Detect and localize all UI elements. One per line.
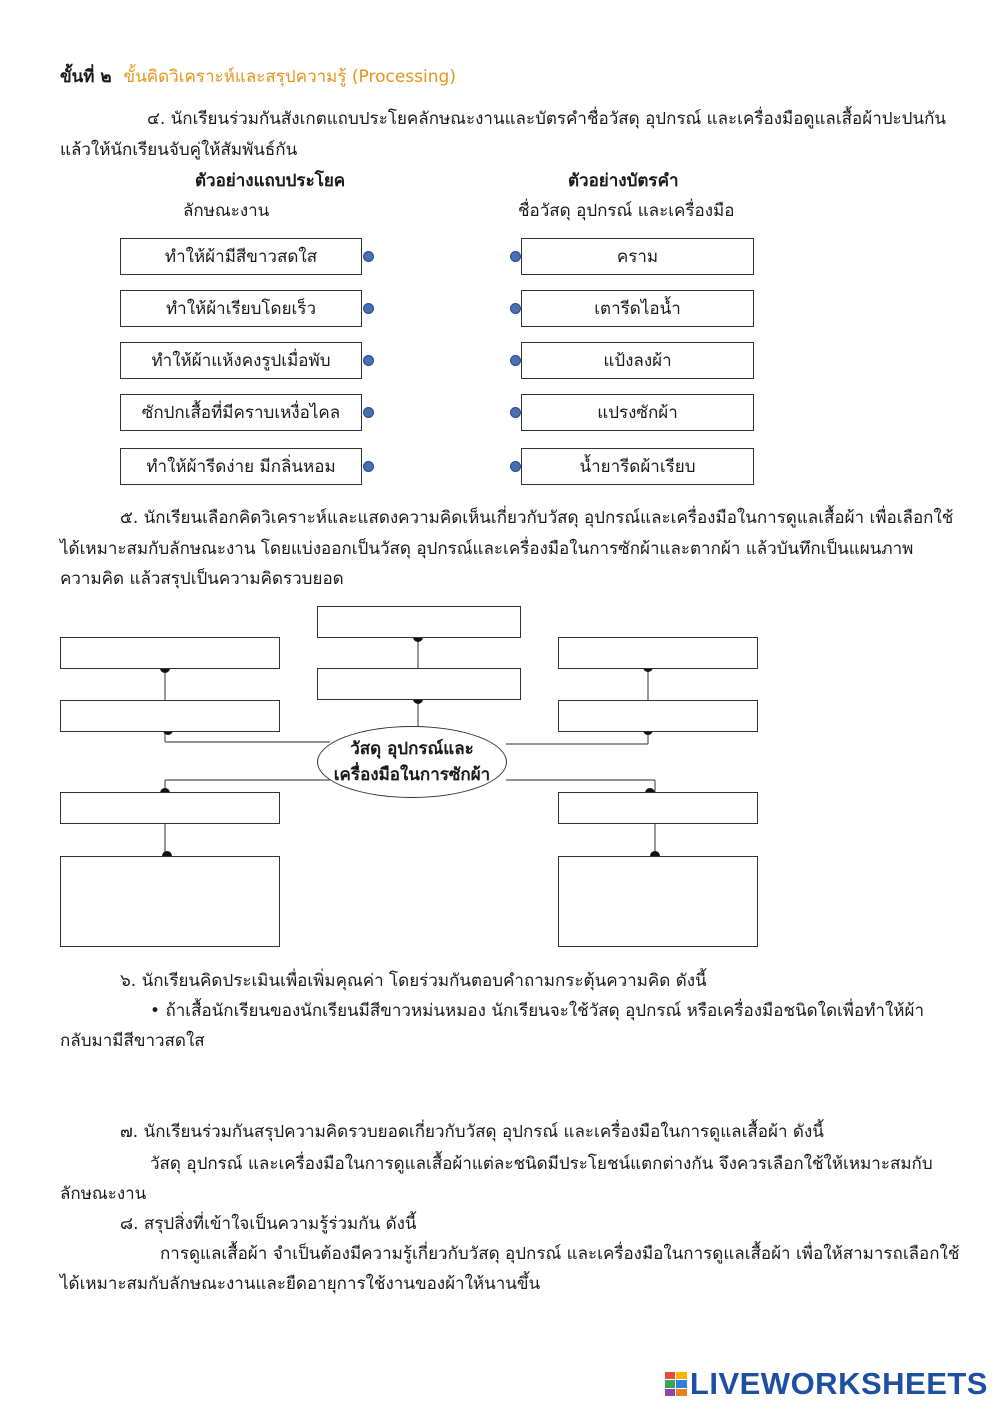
mindmap-box-upper-left-2[interactable] (60, 700, 280, 732)
sentence-strip-1: ทำให้ผ้ามีสีขาวสดใส (120, 238, 362, 275)
mindmap-box-upper-left-1[interactable] (60, 637, 280, 669)
sentence-strip-2: ทำให้ผ้าเรียบโดยเร็ว (120, 290, 362, 327)
sentence-strip-5: ทำให้ผ้ารีดง่าย มีกลิ่นหอม (120, 448, 362, 485)
mindmap-box-lower-right-1[interactable] (558, 792, 758, 824)
step5-line1: ๕. นักเรียนเลือกคิดวิเคราะห์และแสดงความคิดเห็นเกี่ยวกับวัสดุ อุปกรณ์และเครื่องมือในการดูแลเสื้อผ้า เพื่อเลือกใช้ (120, 508, 954, 528)
step6-bullet-line1: ถ้าเสื้อนักเรียนของนักเรียนมีสีขาวหม่นหมอง นักเรียนจะใช้วัสดุ อุปกรณ์ หรือเครื่องมือชนิดใดเพื่อทำให้ผ้า (165, 1001, 924, 1021)
mindmap-box-upper-right-2[interactable] (558, 700, 758, 732)
mindmap-box-upper-right-1[interactable] (558, 637, 758, 669)
word-card-4: แปรงซักผ้า (521, 394, 754, 431)
step6-bullet (150, 996, 924, 1026)
bullet-icon: • (150, 1001, 161, 1021)
right-column-subheading: ชื่อวัสดุ อุปกรณ์ และเครื่องมือ (518, 201, 735, 221)
liveworksheets-logo (665, 1366, 988, 1402)
right-column-heading: ตัวอย่างบัตรคำ (568, 171, 679, 191)
mindmap-box-top-1[interactable] (317, 606, 521, 638)
mindmap-center-line1: วัสดุ อุปกรณ์และ (350, 739, 474, 759)
step8-line3: ได้เหมาะสมกับลักษณะงานและยืดอายุการใช้งานของผ้าให้นานขึ้น (60, 1274, 541, 1294)
mindmap-box-lower-left-1[interactable] (60, 792, 280, 824)
step5-line3: ความคิด แล้วสรุปเป็นความคิดรวบยอด (60, 569, 344, 589)
step5-line2: ได้เหมาะสมกับลักษณะงาน โดยแบ่งออกเป็นวัสดุ อุปกรณ์และเครื่องมือในการซักผ้าและตากผ้า แล้วบันทึกเป็นแผนภาพ (60, 539, 914, 559)
mindmap-box-lower-right-2[interactable] (558, 856, 758, 947)
mindmap-box-top-2[interactable] (317, 668, 521, 700)
step7-line1: ๗. นักเรียนร่วมกันสรุปความคิดรวบยอดเกี่ยวกับวัสดุ อุปกรณ์ และเครื่องมือในการดูแลเสื้อผ้า ดังนี้ (120, 1122, 824, 1142)
step8-line2: การดูแลเสื้อผ้า จำเป็นต้องมีความรู้เกี่ยวกับวัสดุ อุปกรณ์ และเครื่องมือในการดูแลเสื้อผ้า เพื่อให้สามารถเลือกใช้ (160, 1244, 960, 1264)
sentence-strip-3: ทำให้ผ้าแห้งคงรูปเมื่อพับ (120, 342, 362, 379)
sentence-strip-4: ซักปกเสื้อที่มีคราบเหงื่อไคล (120, 394, 362, 431)
left-column-subheading: ลักษณะงาน (183, 201, 270, 221)
mindmap-center (317, 726, 507, 798)
word-card-2: เตารีดไอน้ำ (521, 290, 754, 327)
step7-line2: วัสดุ อุปกรณ์ และเครื่องมือในการดูแลเสื้อผ้าแต่ละชนิดมีประโยชน์แตกต่างกัน จึงควรเลือกใช้ให้เหมาะสมกับ (150, 1154, 933, 1174)
step4-line1: ๔. นักเรียนร่วมกันสังเกตแถบประโยคลักษณะงานและบัตรคำชื่อวัสดุ อุปกรณ์ และเครื่องมือดูแลเสื้อผ้าปะปนกัน (147, 109, 946, 129)
step7-line3: ลักษณะงาน (60, 1184, 147, 1204)
section-label: ขั้นที่ ๒ (60, 67, 112, 87)
mindmap-box-lower-left-2[interactable] (60, 856, 280, 947)
step8-line1: ๘. สรุปสิ่งที่เข้าใจเป็นความรู้ร่วมกัน ดังนี้ (120, 1214, 417, 1234)
liveworksheets-logo-text: LIVEWORKSHEETS (689, 1366, 988, 1401)
word-card-1: คราม (521, 238, 754, 275)
mindmap-center-line2: เครื่องมือในการซักผ้า (333, 765, 491, 785)
step4-line2: แล้วให้นักเรียนจับคู่ให้สัมพันธ์กัน (60, 140, 298, 160)
liveworksheets-logo-icon (665, 1372, 687, 1396)
word-card-3: แป้งลงผ้า (521, 342, 754, 379)
step6-line1: ๖. นักเรียนคิดประเมินเพื่อเพิ่มคุณค่า โดยร่วมกันตอบคำถามกระตุ้นความคิด ดังนี้ (120, 971, 707, 991)
word-card-5: น้ำยารีดผ้าเรียบ (521, 448, 754, 485)
section-title: ขั้นคิดวิเคราะห์และสรุปความรู้ (Processing) (123, 67, 456, 87)
left-column-heading: ตัวอย่างแถบประโยค (195, 171, 346, 191)
step6-bullet-line2: กลับมามีสีขาวสดใส (60, 1031, 205, 1051)
